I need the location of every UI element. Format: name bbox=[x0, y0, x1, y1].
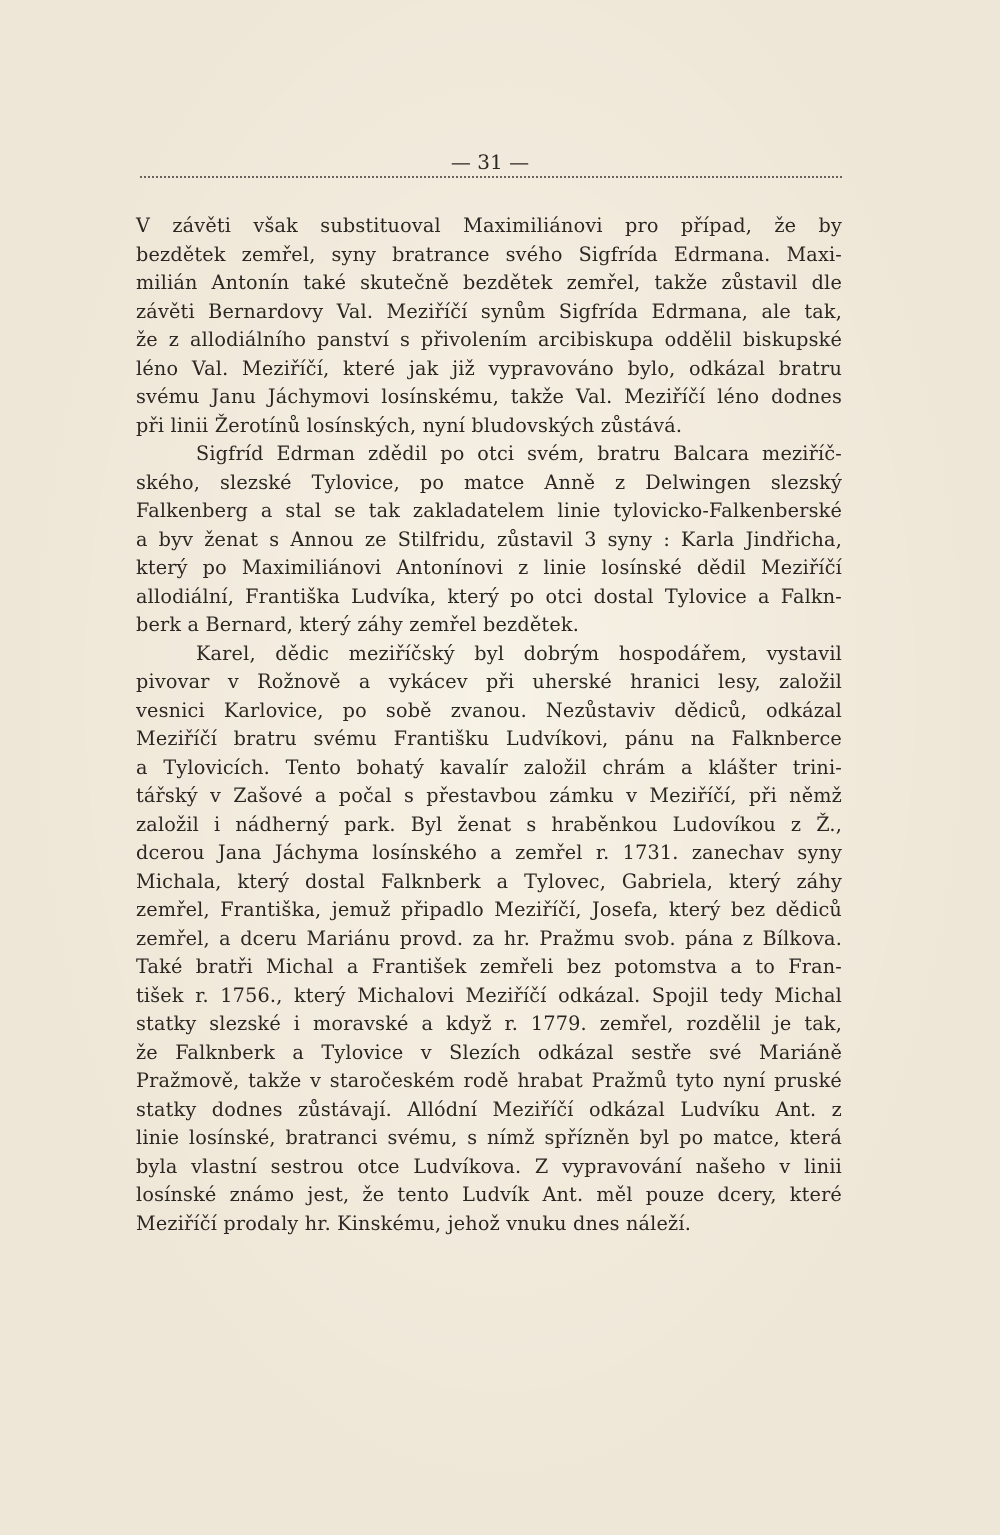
header-rule bbox=[140, 176, 842, 178]
text-line: statky dodnes zůstávají. Allódní Meziříčí odkázal Ludvíku Ant. z bbox=[136, 1097, 842, 1121]
text-line: byla vlastní sestrou otce Ludvíkova. Z vypravování našeho v linii bbox=[136, 1154, 842, 1178]
text-line: Pražmově, takže v staročeském rodě hrabat Pražmů tyto nyní pruské bbox=[136, 1069, 842, 1092]
text-line: že z allodiálního panství s přivolením arcibiskupa oddělil biskupské bbox=[136, 328, 842, 351]
text-line: tářský v Zašové a počal s přestavbou zámku v Meziříčí, při němž bbox=[136, 784, 842, 807]
text-line: V závěti však substituoval Maximiliánovi pro případ, že by bbox=[136, 214, 842, 237]
text-line: vesnici Karlovice, po sobě zvanou. Nezůstaviv dědiců, odkázal bbox=[136, 698, 842, 722]
text-line: Falkenberg a stal se tak zakladatelem linie tylovicko-Falkenberské bbox=[136, 499, 842, 522]
text-line: že Falknberk a Tylovice v Slezích odkázal sestře své Mariáně bbox=[136, 1040, 842, 1064]
text-line: závěti Bernardovy Val. Meziříčí synům Sigfrída Edrmana, ale tak, bbox=[136, 299, 842, 323]
text-line: založil i nádherný park. Byl ženat s hraběnkou Ludovíkou z Ž., bbox=[136, 812, 842, 836]
page-body bbox=[136, 212, 842, 1238]
text-line: dcerou Jana Jáchyma losínského a zemřel r. 1731. zanechav syny bbox=[136, 841, 842, 864]
text-line: statky slezské i moravské a když r. 1779. zemřel, rozdělil je tak, bbox=[136, 1012, 842, 1035]
text-line: tišek r. 1756., který Michalovi Meziříčí odkázal. Spojil tedy Michal bbox=[136, 983, 842, 1007]
text-line: Také bratři Michal a František zemřeli bez potomstva a to Fran- bbox=[136, 955, 842, 978]
text-line: linie losínské, bratranci svému, s nímž spřízněn byl po matce, která bbox=[136, 1126, 842, 1149]
text-line: Karel, dědic meziříčský byl dobrým hospodářem, vystavil bbox=[196, 641, 842, 665]
text-line: a byv ženat s Annou ze Stilfridu, zůstavil 3 syny : Karla Jindřicha, bbox=[136, 527, 842, 551]
text-line: milián Antonín také skutečně bezdětek zemřel, takže zůstavil dle bbox=[136, 271, 842, 294]
paragraph bbox=[136, 440, 842, 640]
text-line: pivovar v Rožnově a vykácev při uherské hranici lesy, založil bbox=[136, 670, 842, 693]
text-line: který po Maximiliánovi Antonínovi z linie losínské dědil Meziříčí bbox=[136, 556, 842, 579]
text-line: zemřel, Františka, jemuž připadlo Meziříčí, Josefa, který bez dědiců bbox=[136, 898, 842, 921]
text-line: a Tylovicích. Tento bohatý kavalír založil chrám a klášter trini- bbox=[136, 755, 842, 779]
text-line: Sigfríd Edrman zdědil po otci svém, bratru Balcara meziříč- bbox=[196, 442, 842, 465]
text-line: svému Janu Jáchymovi losínskému, takže Val. Meziříčí léno dodnes bbox=[136, 385, 842, 408]
text-line: losínské známo jest, že tento Ludvík Ant. měl pouze dcery, které bbox=[136, 1183, 842, 1206]
page-number: — 31 — bbox=[450, 150, 530, 174]
paragraph bbox=[136, 212, 842, 440]
text-line: Meziříčí bratru svému Františku Ludvíkovi, pánu na Falknberce bbox=[136, 727, 842, 750]
text-line: zemřel, a dceru Mariánu provd. za hr. Pražmu svob. pána z Bílkova. bbox=[136, 926, 842, 950]
text-line: léno Val. Meziříčí, které jak již vypravováno bylo, odkázal bratru bbox=[136, 356, 842, 380]
text-line: berk a Bernard, který záhy zemřel bezdětek. bbox=[136, 613, 579, 636]
text-line: při linii Žerotínů losínských, nyní bludovských zůstává. bbox=[136, 413, 683, 437]
text-line: allodiální, Františka Ludvíka, který po otci dostal Tylovice a Falkn- bbox=[136, 584, 842, 608]
text-line: Meziříčí prodaly hr. Kinskému, jehož vnuku dnes náleží. bbox=[136, 1211, 692, 1235]
paragraph bbox=[136, 640, 842, 1239]
text-line: Michala, který dostal Falknberk a Tylovec, Gabriela, který záhy bbox=[136, 869, 842, 893]
text-line: ského, slezské Tylovice, po matce Anně z Delwingen slezský bbox=[136, 470, 842, 494]
text-line: bezdětek zemřel, syny bratrance svého Sigfrída Edrmana. Maxi- bbox=[136, 242, 842, 266]
